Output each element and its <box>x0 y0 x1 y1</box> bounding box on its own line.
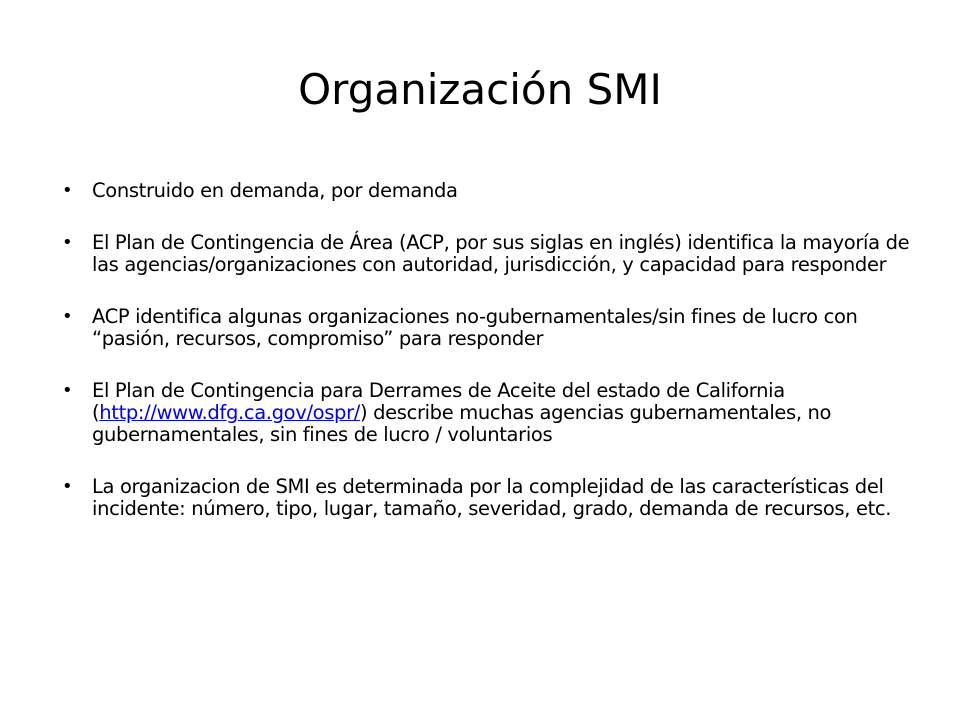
bullet-item-1 <box>62 180 912 202</box>
bullet-icon: • <box>62 180 73 201</box>
bullet-item-5 <box>62 476 912 520</box>
bullet-item-2 <box>62 232 912 276</box>
bullet-list <box>62 180 912 520</box>
bullet-text: La organizacion de SMI es determinada por la complejidad de las características del incidente: número, tipo, lugar, tamaño, severidad, grado, demanda de recursos, etc. <box>92 475 892 520</box>
bullet-text-before-link: El Plan de Contingencia para Derrames de Aceite del estado de California ( <box>92 379 785 424</box>
bullet-text-after-link: ) describe muchas agencias gubernamentales, no gubernamentales, sin fines de lucro / voluntarios <box>92 401 832 446</box>
ospr-link[interactable]: http://www.dfg.ca.gov/ospr/ <box>99 401 360 424</box>
slide-title: Organización SMI <box>298 65 662 114</box>
bullet-icon: • <box>62 232 73 253</box>
bullet-text: Construido en demanda, por demanda <box>92 179 458 202</box>
bullet-text: ACP identifica algunas organizaciones no-gubernamentales/sin fines de lucro con “pasión, recursos, compromiso” para responder <box>92 305 858 350</box>
bullet-item-3 <box>62 306 912 350</box>
bullet-icon: • <box>62 476 73 497</box>
bullet-icon: • <box>62 380 73 401</box>
bullet-text: El Plan de Contingencia de Área (ACP, por sus siglas en inglés) identifica la mayoría de las agencias/organizaciones con autoridad, jurisdicción, y capacidad para responder <box>92 231 910 276</box>
bullet-icon: • <box>62 306 73 327</box>
bullet-item-4 <box>62 380 912 446</box>
